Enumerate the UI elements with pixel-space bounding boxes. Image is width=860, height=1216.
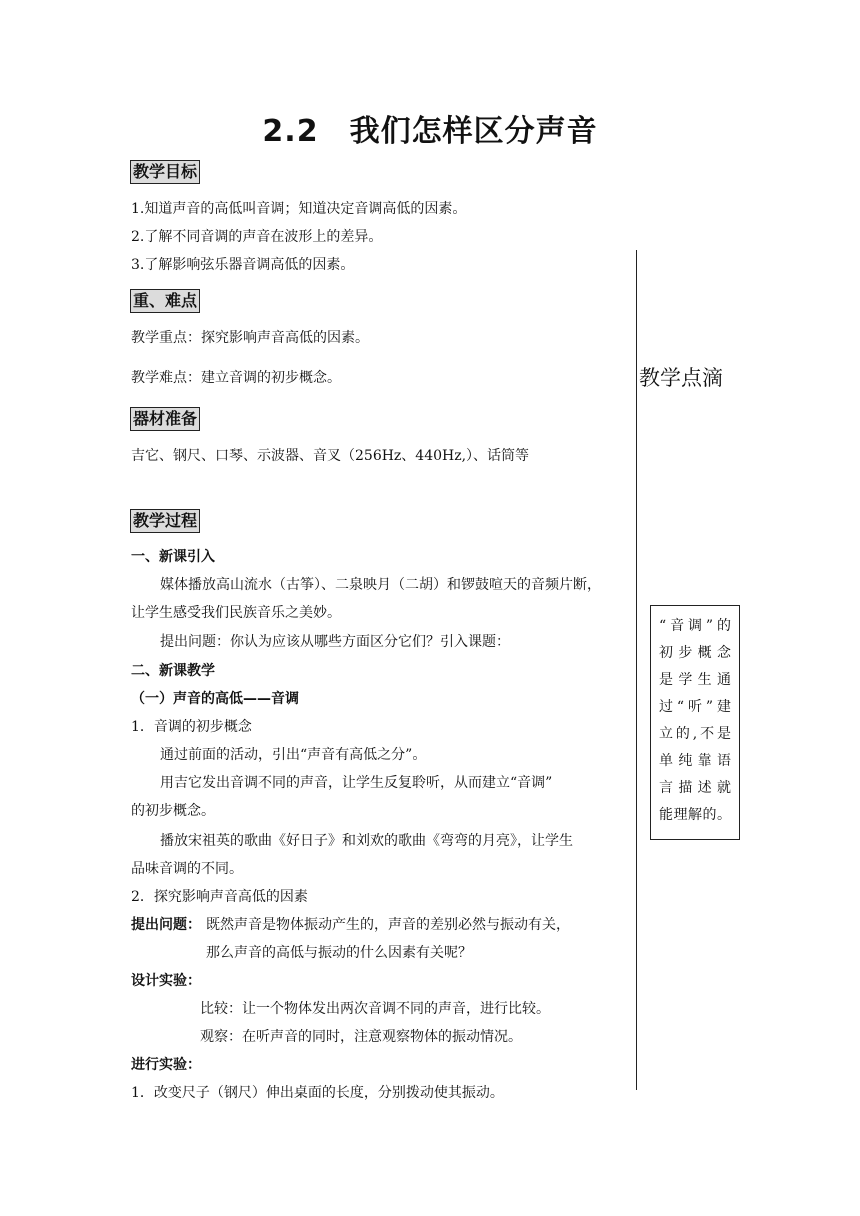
item-pitch-concept: 1．音调的初步概念 [131, 719, 252, 735]
column-divider [636, 250, 637, 1090]
pitch-concept-paragraph-2-line-2: 的初步概念。 [131, 803, 215, 819]
note-line: “音调”的 [659, 618, 731, 634]
conduct-label: 进行实验： [131, 1057, 201, 1073]
sidebar-heading: 教学点滴 [639, 366, 723, 390]
teaching-heading: 二、新课教学 [131, 663, 215, 679]
equipment-list: 吉它、钢尺、口琴、示波器、音叉（256Hz、440Hz,）、话筒等 [131, 448, 530, 464]
teaching-difficulty: 教学难点：建立音调的初步概念。 [131, 370, 341, 386]
process-heading: 教学过程 [130, 509, 200, 533]
teaching-note-box [650, 605, 740, 840]
key-points-heading: 重、难点 [130, 289, 200, 313]
question-line-2: 那么声音的高低与振动的什么因素有关呢？ [206, 945, 472, 961]
design-label: 设计实验： [131, 973, 201, 989]
objective-item-1: 1.知道声音的高低叫音调；知道决定音调高低的因素。 [131, 201, 467, 217]
pitch-concept-paragraph-3-line-1: 播放宋祖英的歌曲《好日子》和刘欢的歌曲《弯弯的月亮》，让学生 [160, 833, 573, 849]
pitch-concept-paragraph-3-line-2: 品味音调的不同。 [131, 861, 243, 877]
note-line: 是学生通 [659, 672, 731, 688]
pitch-concept-paragraph-2-line-1: 用吉它发出音调不同的声音，让学生反复聆听，从而建立“音调” [160, 775, 553, 791]
design-observe: 观察：在听声音的同时，注意观察物体的振动情况。 [200, 1029, 522, 1045]
page-title: 2.2 我们怎样区分声音 [262, 114, 598, 149]
note-line: 立的,不是 [659, 726, 731, 742]
pitch-concept-paragraph-1: 通过前面的活动，引出“声音有高低之分”。 [160, 747, 427, 763]
note-line: 言描述就 [659, 780, 731, 796]
question-label: 提出问题： [131, 917, 201, 933]
intro-paragraph-line-2: 让学生感受我们民族音乐之美妙。 [131, 605, 341, 621]
note-line: 过“听”建 [659, 699, 731, 715]
conduct-step-1: 1．改变尺子（钢尺）伸出桌面的长度，分别拨动使其振动。 [131, 1085, 504, 1101]
question-line-1: 既然声音是物体振动产生的，声音的差别必然与振动有关， [206, 917, 570, 933]
intro-heading: 一、新课引入 [131, 549, 215, 565]
intro-paragraph-line-1: 媒体播放高山流水（古筝）、二泉映月（二胡）和锣鼓喧天的音频片断， [160, 577, 601, 593]
equipment-heading: 器材准备 [130, 407, 200, 431]
design-compare: 比较：让一个物体发出两次音调不同的声音，进行比较。 [200, 1001, 550, 1017]
note-line: 单纯靠语 [659, 753, 731, 769]
note-line: 能理解的。 [659, 807, 731, 823]
subsection-pitch-heading: （一）声音的高低——音调 [131, 691, 299, 707]
objective-item-3: 3.了解影响弦乐器音调高低的因素。 [131, 257, 355, 273]
objective-item-2: 2.了解不同音调的声音在波形上的差异。 [131, 229, 383, 245]
objectives-heading: 教学目标 [130, 160, 200, 184]
teaching-focus: 教学重点：探究影响声音高低的因素。 [131, 330, 369, 346]
note-line: 初步概念 [659, 645, 731, 661]
item-explore-factors: 2．探究影响声音高低的因素 [131, 889, 308, 905]
intro-question: 提出问题：你认为应该从哪些方面区分它们？引入课题： [160, 634, 510, 650]
